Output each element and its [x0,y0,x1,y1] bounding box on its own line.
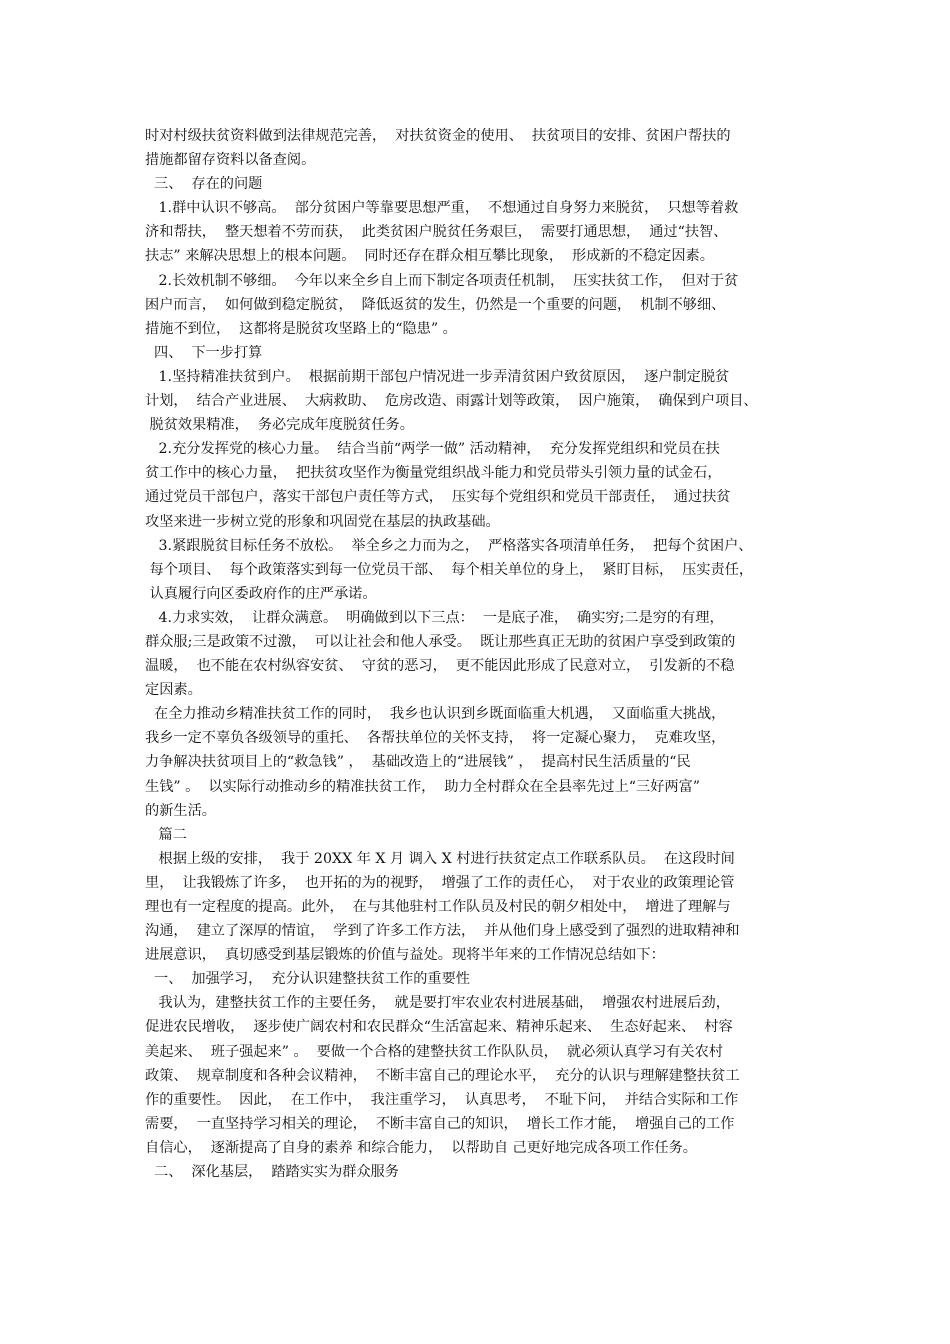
text-line: 脱贫效果精准， 务必完成年度脱贫任务。 [145,417,414,434]
text-line: 济和帮扶， 整天想着不劳而获， 此类贫困户脱贫任务艰巨， 需要打通思想， 通过“扶智、 [145,224,728,241]
text-line: 1.坚持精准扶贫到户。 根据前期干部包户情况进一步弄清贫困户致贫原因， 逐户制定脱贫 [145,368,730,385]
text-line: 时对村级扶贫资料做到法律规范完善， 对扶贫资金的使用、 扶贫项目的安排、贫困户帮扶的 [145,128,731,144]
section-heading: 一、 加强学习， 充分认识建整扶贫工作的重要性 [145,971,470,988]
text-line: 需要， 一直坚持学习相关的理论， 不断丰富自己的知识， 增长工作才能， 增强自己的工作 [145,1115,735,1132]
text-line: 沟通， 建立了深厚的情谊， 学到了许多工作方法， 并从他们身上感受到了强烈的进取精神和 [145,923,740,940]
text-line: 我认为，建整扶贫工作的主要任务， 就是要打牢农业农村进展基础， 增强农村进展后劲， [145,995,730,1012]
text-line: 贫工作中的核心力量， 把扶贫攻坚作为衡量党组织战斗能力和党员带头引领力量的试金石， [145,465,722,482]
section-heading: 篇二 [145,826,187,843]
text-line: 攻坚来进一步树立党的形象和巩固党在基层的执政基础。 [145,513,500,530]
section-heading: 三、 存在的问题 [145,176,263,193]
text-line: 在全力推动乡精准扶贫工作的同时， 我乡也认识到乡既面临重大机遇， 又面临重大挑战， [145,706,726,723]
text-line: 美起来、 班子强起来” 。 要做一个合格的建整扶贫工作队队员， 就必须认真学习有关农村 [145,1043,723,1060]
text-line: 的新生活。 [145,802,216,819]
text-line: 我乡一定不辜负各级领导的重托、 各帮扶单位的关怀支持， 将一定凝心聚力， 克难攻坚， [145,730,726,747]
text-line: 措施都留存资料以备查阅。 [145,152,316,169]
text-line: 3.紧跟脱贫目标任务不放松。 举全乡之力而为之， 严格落实各项清单任务， 把每个贫困户、 [145,537,753,554]
text-line: 温暖， 也不能在农村纵容安贫、 守贫的恶习， 更不能因此形成了民意对立， 引发新的不稳 [145,658,735,675]
text-line: 里， 让我锻炼了许多， 也开拓的为的视野， 增强了工作的责任心， 对于农业的政策理论管 [145,874,735,891]
text-line: 通过党员干部包户，落实干部包户责任等方式， 压实每个党组织和党员干部责任， 通过扶贫 [145,489,731,506]
section-heading: 四、 下一步打算 [145,344,263,361]
text-line: 2.充分发挥党的核心力量。 结合当前“两学一做” 活动精神， 充分发挥党组织和党员在扶 [145,441,720,458]
text-line: 政策、 规章制度和各种会议精神， 不断丰富自己的理论水平， 充分的认识与理解建整扶贫工 [145,1067,740,1084]
text-line: 困户而言， 如何做到稳定脱贫， 降低返贫的发生，仍然是一个重要的问题， 机制不够细、 [145,296,726,313]
text-line: 作的重要性。 因此， 在工作中， 我注重学习， 认真思考， 不耻下问， 并结合实际和工作 [145,1091,739,1108]
document-body [145,124,825,1184]
text-line: 生钱” 。 以实际行动推动乡的精准扶贫工作， 助力全村群众在全县率先过上“三好两富” [145,778,701,795]
section-heading: 二、 深化基层， 踏踏实实为群众服务 [145,1164,400,1181]
text-line: 进展意识， 真切感受到基层锻炼的价值与益处。现将半年来的工作情况总结如下： [145,947,665,964]
text-line: 根据上级的安排， 我于 20XX 年 X 月 调入 X 村进行扶贫定点工作联系队员。 在这段时间 [145,850,735,867]
text-line: 每个项目、 每个政策落实到每一位党员干部、 每个相关单位的身上， 紧盯目标， 压实责任， [145,561,754,578]
text-line: 2.长效机制不够细。 今年以来全乡自上而下制定各项责任机制， 压实扶贫工作， 但对于贫 [145,272,739,289]
text-line: 自信心， 逐渐提高了自身的素养 和综合能力， 以帮助自 己更好地完成各项工作任务。 [145,1139,697,1156]
text-line: 群众服;三是政策不过激， 可以让社会和他人承受。 既让那些真正无助的贫困户享受到政策的 [145,633,736,650]
text-line: 理也有一定程度的提高。此外， 在与其他驻村工作队员及村民的朝夕相处中， 增进了理解与 [145,899,731,915]
text-line: 促进农民增收， 逐步使广阔农村和农民群众“生活富起来、精神乐起来、 生态好起来、 村容 [145,1019,733,1036]
text-line: 力争解决扶贫项目上的“救急钱” ， 基础改造上的“进展钱” ， 提高村民生活质量的“民 [145,754,691,771]
text-line: 扶志” 来解决思想上的根本问题。 同时还存在群众相互攀比现象， 形成新的不稳定因素。 [145,248,714,265]
text-line: 认真履行向区委政府作的庄严承诺。 [145,585,377,602]
text-line: 计划， 结合产业进展、 大病救助、 危房改造、雨露计划等政策， 因户施策， 确保到户项目、 [145,393,758,410]
text-line: 措施不到位， 这都将是脱贫攻坚路上的“隐患” 。 [145,320,457,337]
text-line: 1.群中认识不够高。 部分贫困户等靠要思想严重， 不想通过自身努力来脱贫， 只想等着救 [145,200,739,217]
text-line: 定因素。 [145,682,202,699]
text-line: 4.力求实效， 让群众满意。 明确做到以下三点： 一是底子准， 确实穷;二是穷的有理， [145,609,724,626]
